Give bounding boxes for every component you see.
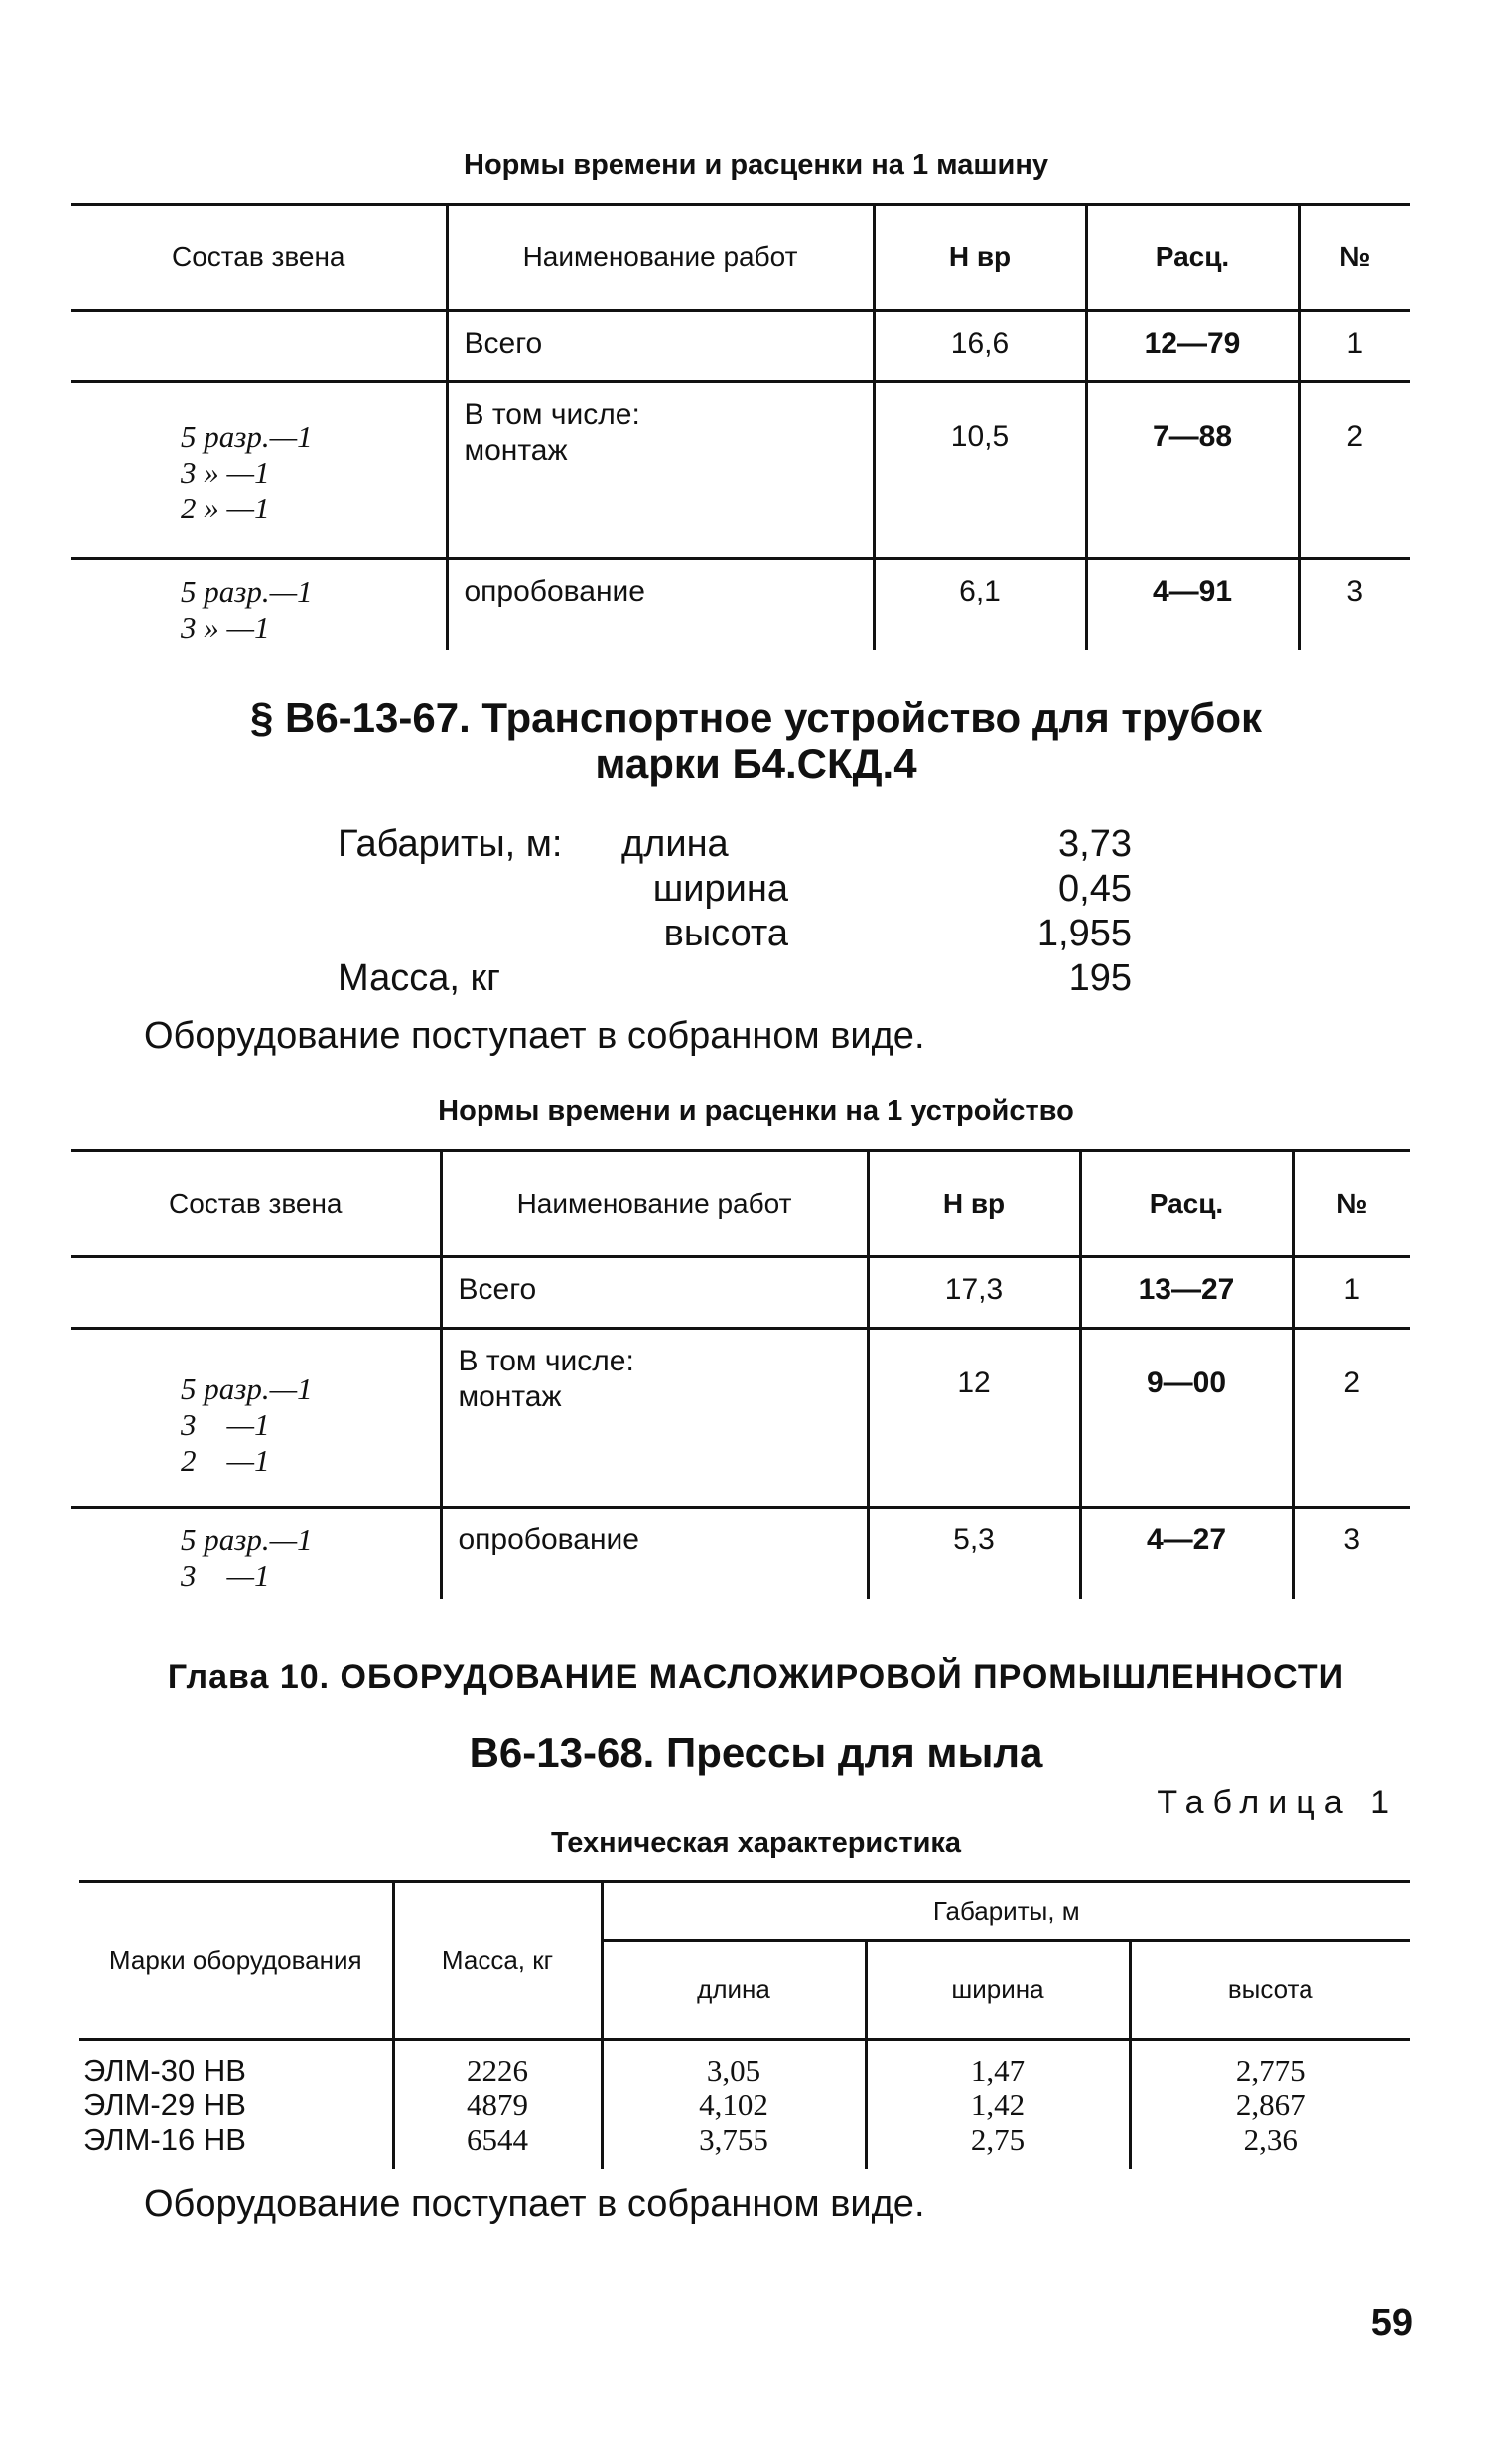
crew-cell: [71, 311, 447, 382]
delivery-note: Оборудование поступает в собранном виде.: [144, 1015, 925, 1057]
delivery-note: Оборудование поступает в собранном виде.: [144, 2183, 925, 2225]
rate-cell: 4—27: [1080, 1508, 1293, 1599]
section-heading: В6-13-68. Прессы для мыла: [469, 1729, 1043, 1776]
work-cell: Всего: [441, 1257, 868, 1329]
table-caption: Нормы времени и расценки на 1 устройство: [438, 1095, 1074, 1127]
length-label: длина: [621, 823, 729, 865]
header-num: №: [1293, 1151, 1410, 1257]
work-cell: опробование: [441, 1508, 868, 1599]
section-heading-line2: марки Б4.СКД.4: [595, 740, 917, 787]
header-num: №: [1299, 205, 1410, 311]
rate-cell: 4—91: [1086, 559, 1299, 650]
num-cell: 1: [1293, 1257, 1410, 1329]
header-mass: Масса, кг: [393, 1883, 602, 2040]
header-rate: Расц.: [1080, 1151, 1293, 1257]
rate-cell: 12—79: [1086, 311, 1299, 382]
header-time: Н вр: [868, 1151, 1080, 1257]
brand-cell: ЭЛМ-30 НВ ЭЛМ-29 НВ ЭЛМ-16 НВ: [83, 2053, 246, 2157]
header-height: высота: [1130, 1941, 1410, 2040]
header-brand: Марки оборудования: [79, 1883, 393, 2040]
header-crew: Состав звена: [71, 205, 447, 311]
table-row: [71, 1508, 1410, 1599]
width-cell: 1,47 1,42 2,75: [866, 2040, 1130, 2169]
header-work: Наименование работ: [447, 205, 874, 311]
rate-cell: 7—88: [1086, 382, 1299, 559]
num-cell: 2: [1293, 1329, 1410, 1508]
header-dims: Габариты, м: [602, 1883, 1410, 1941]
header-length: длина: [602, 1941, 866, 2040]
crew-cell: [71, 1257, 441, 1329]
mass-value: 195: [1068, 957, 1132, 999]
length-cell: 3,05 4,102 3,755: [602, 2040, 866, 2169]
work-cell: Всего: [447, 311, 874, 382]
num-cell: 1: [1299, 311, 1410, 382]
table-caption: Техническая характеристика: [550, 1827, 962, 1859]
work-cell: опробование: [447, 559, 874, 650]
time-cell: 5,3: [868, 1508, 1080, 1599]
dims-label: Габариты, м:: [338, 823, 563, 865]
mass-label: Масса, кг: [338, 957, 500, 999]
time-cell: 17,3: [868, 1257, 1080, 1329]
table-row: [79, 2040, 1410, 2169]
table-row: [71, 1329, 1410, 1508]
crew-cell: 5 разр.—1 3 » —1: [181, 574, 313, 645]
width-value: 0,45: [1058, 868, 1132, 910]
table-row: [71, 382, 1410, 559]
table-row: [71, 1257, 1410, 1329]
chapter-title: Глава 10. ОБОРУДОВАНИЕ МАСЛОЖИРОВОЙ ПРОМЫШЛЕННОСТИ: [167, 1658, 1345, 1696]
crew-cell: 5 разр.—1 3 » —1 2 » —1: [71, 382, 447, 559]
work-cell: В том числе: монтаж: [447, 382, 874, 559]
crew-cell: 5 разр.—1 3 —1 2 —1: [71, 1329, 441, 1508]
time-cell: 16,6: [874, 311, 1086, 382]
table-caption: Нормы времени и расценки на 1 машину: [464, 149, 1048, 181]
work-cell: В том числе: монтаж: [441, 1329, 868, 1508]
length-value: 3,73: [1058, 823, 1132, 865]
rate-cell: 13—27: [1080, 1257, 1293, 1329]
num-cell: 3: [1299, 559, 1410, 650]
time-cell: 10,5: [874, 382, 1086, 559]
header-width: ширина: [866, 1941, 1130, 2040]
num-cell: 3: [1293, 1508, 1410, 1599]
width-label: ширина: [652, 868, 788, 910]
num-cell: 2: [1299, 382, 1410, 559]
time-cell: 12: [868, 1329, 1080, 1508]
mass-cell: 2226 4879 6544: [393, 2040, 602, 2169]
table-row: [71, 559, 1410, 650]
norms-table-device: [71, 1149, 1410, 1599]
dimensions-block: [338, 822, 1132, 1001]
tech-spec-table: [79, 1883, 1410, 2169]
table-row: [71, 311, 1410, 382]
height-label: высота: [663, 913, 788, 954]
header-work: Наименование работ: [441, 1151, 868, 1257]
page-number: 59: [1370, 2302, 1413, 2344]
section-heading: [0, 695, 1512, 787]
table-label: Таблица 1: [1157, 1784, 1398, 1821]
time-cell: 6,1: [874, 559, 1086, 650]
rate-cell: 9—00: [1080, 1329, 1293, 1508]
crew-cell: 5 разр.—1 3 —1: [181, 1522, 313, 1593]
section-heading-line1: § В6-13-67. Транспортное устройство для трубок: [249, 694, 1263, 741]
header-rate: Расц.: [1086, 205, 1299, 311]
header-crew: Состав звена: [71, 1151, 441, 1257]
height-cell: 2,775 2,867 2,36: [1130, 2040, 1410, 2169]
height-value: 1,955: [1036, 913, 1132, 954]
header-time: Н вр: [874, 205, 1086, 311]
norms-table-machine: [71, 203, 1410, 650]
